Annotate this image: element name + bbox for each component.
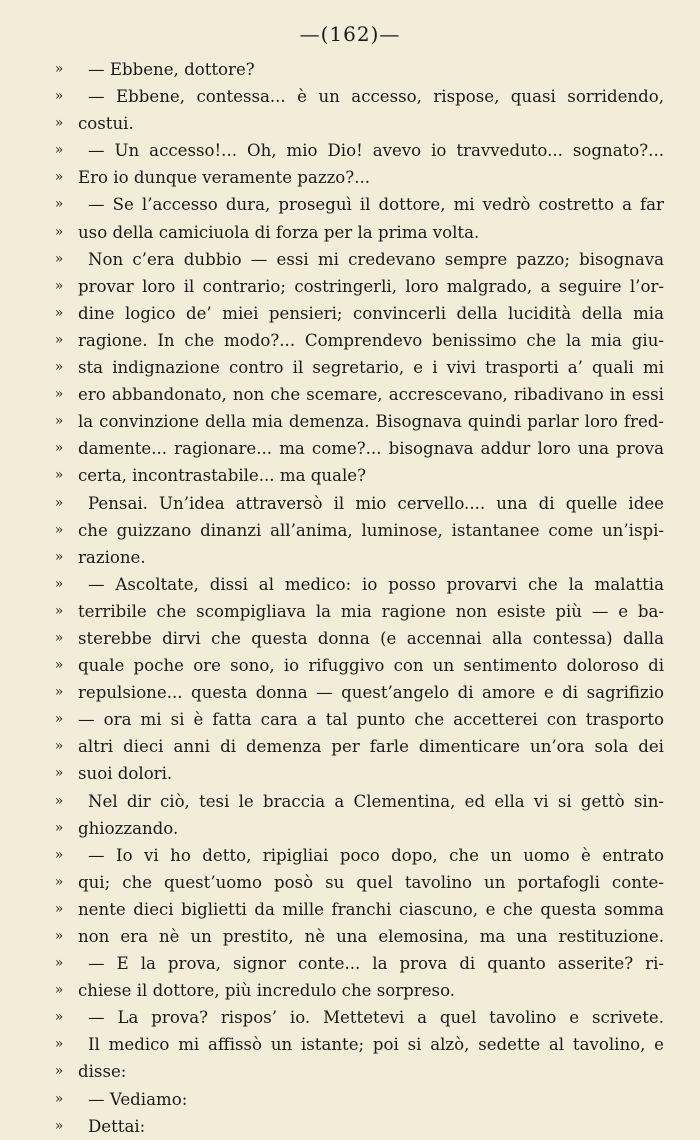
quote-mark: » (54, 1117, 64, 1134)
quote-mark: » (54, 711, 64, 728)
text-line (0, 246, 700, 273)
line-text: nente dieci biglietti da mille franchi ciascuno, e che questa somma (78, 899, 664, 919)
text-body (0, 56, 700, 1140)
quote-mark: » (54, 115, 64, 132)
line-text: qui; che quest’uomo posò su quel tavolino un portafogli conte- (78, 872, 664, 892)
line-text: — Ebbene, dottore? (88, 60, 255, 79)
quote-mark: » (54, 873, 64, 890)
text-line (0, 164, 700, 191)
quote-mark: » (54, 928, 64, 944)
quote-mark: » (54, 955, 64, 972)
quote-mark: » (54, 277, 64, 294)
text-line (0, 381, 700, 408)
text-line (0, 815, 700, 842)
line-text: suoi dolori. (78, 764, 173, 784)
text-line (0, 137, 700, 164)
text-line (0, 219, 700, 246)
quote-mark: » (54, 142, 64, 159)
quote-mark: » (54, 1009, 64, 1026)
quote-mark: » (54, 304, 64, 321)
text-line (0, 652, 700, 679)
quote-mark: » (54, 765, 64, 782)
quote-mark: » (54, 548, 64, 565)
quote-mark: » (54, 440, 64, 457)
line-text: — Un accesso!... Oh, mio Dio! avevo io travveduto... sognato?... (88, 141, 664, 161)
line-text: Ero io dunque veramente pazzo?... (78, 168, 371, 188)
text-line (0, 950, 700, 977)
quote-mark: » (54, 494, 64, 511)
text-line (0, 625, 700, 652)
line-text: ragione. In che modo?... Comprendevo benissimo che la mia giu- (78, 330, 664, 350)
line-text: — La prova? rispos’ io. Mettetevi a quel tavolino e scrivete. (88, 1008, 664, 1028)
text-line (0, 842, 700, 869)
line-text: dine logico de’ miei pensieri; convincerli della lucidità della mia (78, 303, 664, 323)
line-text: provar loro il contrario; costringerli, loro malgrado, a seguire l’or- (78, 276, 664, 296)
quote-mark: » (54, 386, 64, 403)
line-text: sterebbe dirvi che questa donna (e accennai alla contessa) dalla (78, 628, 664, 648)
text-line (0, 273, 700, 300)
line-text: uso della camiciuola di forza per la prima volta. (78, 222, 480, 242)
text-line (0, 544, 700, 571)
quote-mark: » (54, 250, 64, 267)
quote-mark: » (54, 629, 64, 646)
text-line (0, 462, 700, 489)
line-text: Pensai. Un’idea attraversò il mio cervello.... una di quelle idee (88, 493, 664, 513)
line-text: razione. (78, 547, 146, 567)
text-line (0, 1004, 700, 1031)
text-line (0, 896, 700, 923)
quote-mark: » (54, 413, 64, 430)
line-text: — Ebbene, contessa... è un accesso, rispose, quasi sorridendo, (88, 87, 664, 107)
quote-mark: » (54, 331, 64, 348)
line-text: damente... ragionare... ma come?... bisognava addur loro una prova (78, 439, 664, 459)
line-text: ero abbandonato, non che scemare, accrescevano, ribadivano in essi (78, 385, 664, 405)
quote-mark: » (54, 1036, 64, 1053)
text-line (0, 354, 700, 381)
text-line (0, 408, 700, 435)
quote-mark: » (54, 684, 64, 701)
text-line (0, 1058, 700, 1085)
line-text: che guizzano dinanzi all’anima, luminose, istantanee come un’ispi- (78, 520, 664, 540)
quote-mark: » (54, 521, 64, 538)
quote-mark: » (54, 982, 64, 999)
quote-mark: » (54, 1090, 64, 1107)
line-text: — E la prova, signor conte... la prova di quanto asserite? ri- (88, 954, 664, 974)
text-line (0, 435, 700, 462)
text-line (0, 1031, 700, 1058)
line-text: — Io vi ho detto, ripigliai poco dopo, che un uomo è entrato (88, 845, 664, 865)
quote-mark: » (54, 575, 64, 592)
line-text: altri dieci anni di demenza per farle dimenticare un’ora sola dei (78, 737, 664, 757)
quote-mark: » (54, 819, 64, 836)
line-text: non era nè un prestito, nè una elemosina, ma una restituzione. (78, 927, 664, 946)
line-text: costui. (78, 114, 134, 134)
line-text: Dettai: (88, 1116, 146, 1136)
text-line (0, 83, 700, 110)
line-text: Il medico mi affissò un istante; poi si alzò, sedette al tavolino, e (88, 1035, 664, 1055)
quote-mark: » (54, 196, 64, 213)
text-line (0, 706, 700, 733)
text-line (0, 56, 700, 83)
quote-mark: » (54, 602, 64, 619)
text-line (0, 977, 700, 1004)
line-text: — Ascoltate, dissi al medico: io posso provarvi che la malattia (88, 574, 664, 594)
text-line (0, 571, 700, 598)
text-line (0, 869, 700, 896)
text-line (0, 300, 700, 327)
line-text: — ora mi si è fatta cara a tal punto che accetterei con trasporto (78, 710, 664, 730)
line-text: la convinzione della mia demenza. Bisognava quindi parlar loro fred- (78, 412, 664, 432)
text-line (0, 788, 700, 815)
quote-mark: » (54, 223, 64, 240)
line-text: certa, incontrastabile... ma quale? (78, 466, 366, 486)
line-text: quale poche ore sono, io rifuggivo con un sentimento doloroso di (78, 656, 664, 676)
text-line (0, 191, 700, 218)
text-line (0, 923, 700, 950)
text-line (0, 327, 700, 354)
quote-mark: » (54, 467, 64, 484)
quote-mark: » (54, 169, 64, 186)
quote-mark: » (54, 846, 64, 863)
quote-mark: » (54, 359, 64, 376)
text-line (0, 760, 700, 787)
text-line (0, 679, 700, 706)
text-line (0, 517, 700, 544)
quote-mark: » (54, 900, 64, 917)
text-line (0, 1113, 700, 1140)
quote-mark: » (54, 792, 64, 809)
line-text: Non c’era dubbio — essi mi credevano sempre pazzo; bisognava (88, 249, 664, 269)
page-number-header: —(162)— (299, 22, 401, 46)
quote-mark: » (54, 657, 64, 674)
line-text: — Vediamo: (88, 1089, 188, 1109)
line-text: chiese il dottore, più incredulo che sorpreso. (78, 981, 456, 1001)
quote-mark: » (54, 61, 64, 77)
line-text: disse: (78, 1062, 127, 1082)
quote-mark: » (54, 88, 64, 105)
line-text: ghiozzando. (78, 818, 179, 838)
text-line (0, 110, 700, 137)
line-text: sta indignazione contro il segretario, e i vivi trasporti a’ quali mi (78, 358, 664, 378)
quote-mark: » (54, 1063, 64, 1080)
text-line (0, 1086, 700, 1113)
line-text: — Se l’accesso dura, proseguì il dottore, mi vedrò costretto a far (88, 195, 664, 215)
text-line (0, 598, 700, 625)
line-text: repulsione... questa donna — quest’angelo di amore e di sagrifizio (78, 683, 664, 703)
text-line (0, 733, 700, 760)
line-text: Nel dir ciò, tesi le braccia a Clementina, ed ella vi si gettò sin- (88, 791, 664, 811)
text-line (0, 490, 700, 517)
line-text: terribile che scompigliava la mia ragione non esiste più — e ba- (78, 601, 664, 621)
quote-mark: » (54, 738, 64, 755)
